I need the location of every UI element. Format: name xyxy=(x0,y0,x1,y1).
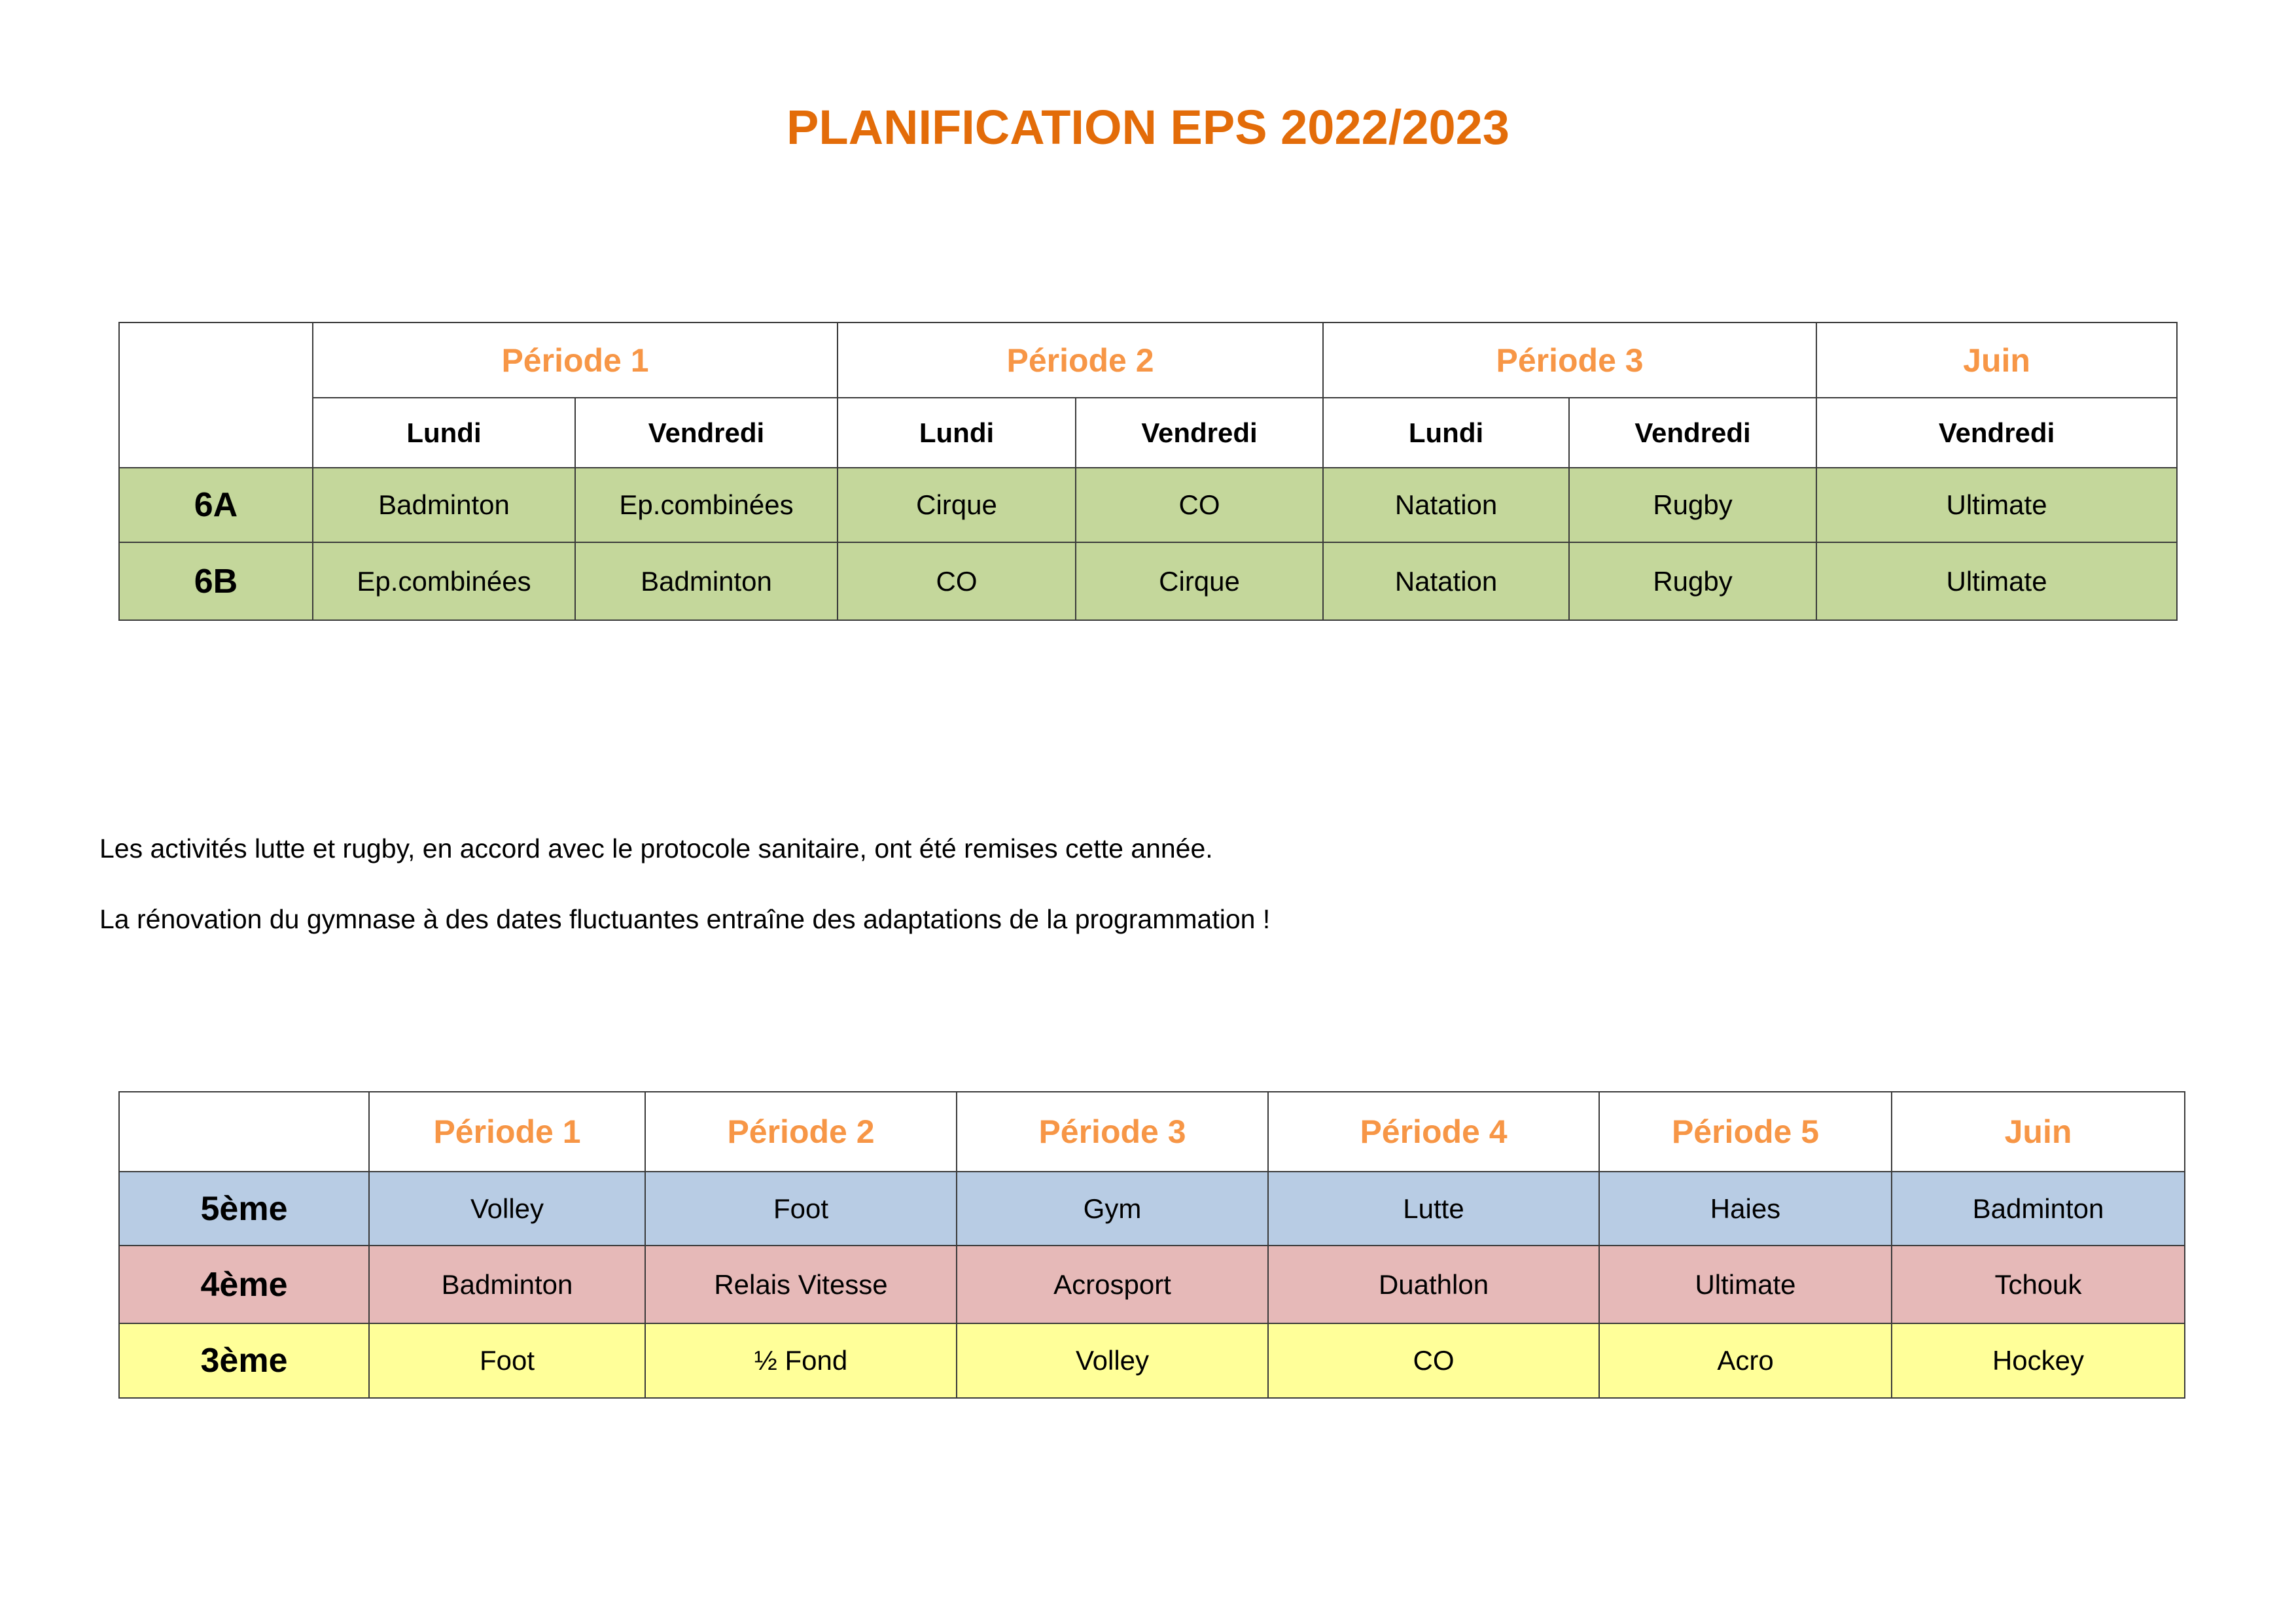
activity-cell: Ultimate xyxy=(1816,542,2177,620)
activity-cell: Badminton xyxy=(313,468,575,542)
planning-table-cycle4 xyxy=(118,1091,2185,1399)
period-header: Période 1 xyxy=(369,1092,645,1172)
activity-cell: Ep.combinées xyxy=(575,468,838,542)
class-label: 6B xyxy=(119,542,313,620)
activity-cell: Badminton xyxy=(575,542,838,620)
activity-cell: Acrosport xyxy=(957,1246,1268,1323)
note-text: La rénovation du gymnase à des dates fluctuantes entraîne des adaptations de la programmation ! xyxy=(99,904,1271,934)
day-header: Lundi xyxy=(313,398,575,468)
corner-cell xyxy=(119,323,313,468)
activity-cell: Acro xyxy=(1599,1323,1892,1398)
period-header: Période 5 xyxy=(1599,1092,1892,1172)
period-header: Période 3 xyxy=(957,1092,1268,1172)
activity-cell: Hockey xyxy=(1892,1323,2185,1398)
table-row xyxy=(119,1246,2185,1323)
page-title: PLANIFICATION EPS 2022/2023 xyxy=(786,100,1510,154)
table-row xyxy=(119,1172,2185,1246)
activity-cell: Natation xyxy=(1323,542,1569,620)
period-header: Période 1 xyxy=(313,323,838,398)
period-header: Période 3 xyxy=(1323,323,1816,398)
activity-cell: Lutte xyxy=(1268,1172,1599,1246)
note-text: Les activités lutte et rugby, en accord avec le protocole sanitaire, ont été remises cette année. xyxy=(99,833,1213,864)
class-label: 4ème xyxy=(119,1246,369,1323)
activity-cell: Cirque xyxy=(1076,542,1323,620)
activity-cell: Foot xyxy=(369,1323,645,1398)
activity-cell: CO xyxy=(838,542,1076,620)
activity-cell: Ep.combinées xyxy=(313,542,575,620)
table-row xyxy=(119,1323,2185,1398)
corner-cell xyxy=(119,1092,369,1172)
period-header: Période 2 xyxy=(838,323,1323,398)
day-header: Vendredi xyxy=(1816,398,2177,468)
planning-table-6eme xyxy=(118,322,2178,621)
period-header: Période 4 xyxy=(1268,1092,1599,1172)
activity-cell: Haies xyxy=(1599,1172,1892,1246)
activity-cell: Rugby xyxy=(1569,468,1816,542)
activity-cell: Ultimate xyxy=(1599,1246,1892,1323)
table-row xyxy=(119,542,2177,620)
day-header: Lundi xyxy=(838,398,1076,468)
activity-cell: Rugby xyxy=(1569,542,1816,620)
activity-cell: Tchouk xyxy=(1892,1246,2185,1323)
activity-cell: CO xyxy=(1076,468,1323,542)
activity-cell: CO xyxy=(1268,1323,1599,1398)
class-label: 5ème xyxy=(119,1172,369,1246)
activity-cell: ½ Fond xyxy=(645,1323,957,1398)
activity-cell: Volley xyxy=(369,1172,645,1246)
activity-cell: Gym xyxy=(957,1172,1268,1246)
activity-cell: Cirque xyxy=(838,468,1076,542)
activity-cell: Ultimate xyxy=(1816,468,2177,542)
period-header: Juin xyxy=(1892,1092,2185,1172)
day-header: Vendredi xyxy=(1076,398,1323,468)
period-header: Juin xyxy=(1816,323,2177,398)
table-row xyxy=(119,468,2177,542)
activity-cell: Duathlon xyxy=(1268,1246,1599,1323)
activity-cell: Badminton xyxy=(369,1246,645,1323)
day-header: Lundi xyxy=(1323,398,1569,468)
activity-cell: Relais Vitesse xyxy=(645,1246,957,1323)
class-label: 3ème xyxy=(119,1323,369,1398)
day-header: Vendredi xyxy=(575,398,838,468)
period-header: Période 2 xyxy=(645,1092,957,1172)
activity-cell: Volley xyxy=(957,1323,1268,1398)
class-label: 6A xyxy=(119,468,313,542)
activity-cell: Natation xyxy=(1323,468,1569,542)
activity-cell: Badminton xyxy=(1892,1172,2185,1246)
activity-cell: Foot xyxy=(645,1172,957,1246)
day-header: Vendredi xyxy=(1569,398,1816,468)
